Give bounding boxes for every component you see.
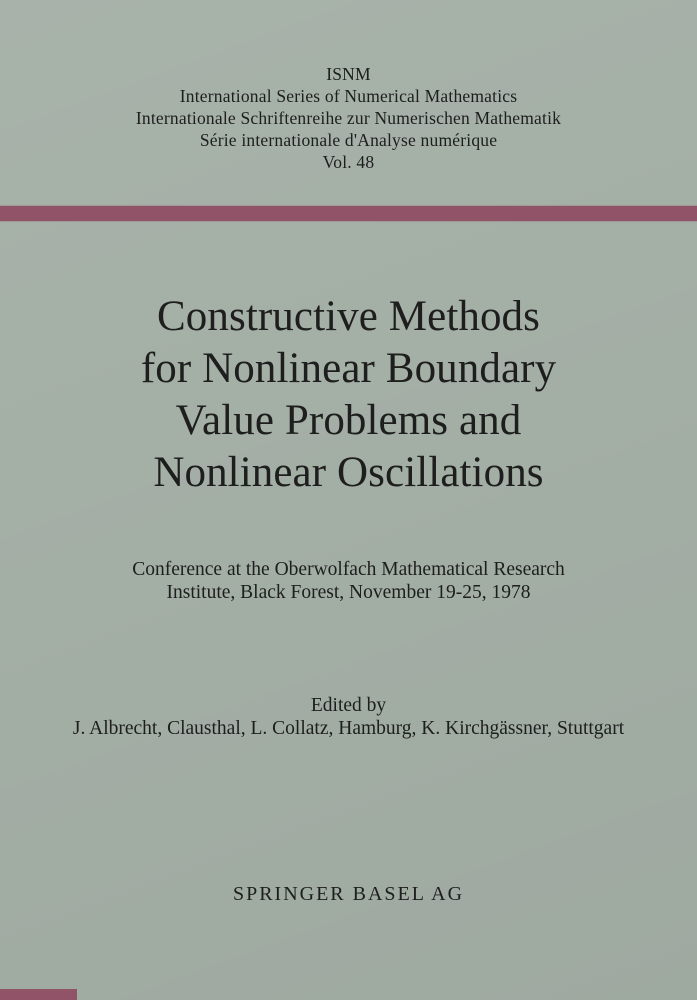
editors-block bbox=[0, 695, 697, 740]
editor-names: J. Albrecht, Clausthal, L. Collatz, Hamburg, K. Kirchgässner, Stuttgart bbox=[72, 717, 625, 739]
book-title-line: Nonlinear Oscillations bbox=[153, 449, 544, 496]
maroon-banner-stripe bbox=[0, 206, 697, 221]
publisher-name: SPRINGER BASEL AG bbox=[232, 883, 465, 905]
subtitle-line: Conference at the Oberwolfach Mathematical Research bbox=[132, 559, 565, 580]
series-name-english: International Series of Numerical Mathematics bbox=[179, 86, 518, 106]
book-title-line: for Nonlinear Boundary bbox=[140, 345, 557, 392]
series-volume: Vol. 48 bbox=[322, 152, 375, 172]
series-name-french: Série internationale d'Analyse numérique bbox=[199, 130, 498, 150]
book-title-line: Value Problems and bbox=[175, 397, 522, 444]
conference-subtitle bbox=[0, 559, 697, 604]
series-acronym: ISNM bbox=[326, 64, 371, 84]
edited-by-label: Edited by bbox=[310, 695, 387, 716]
series-block bbox=[0, 63, 697, 173]
book-title-line: Constructive Methods bbox=[157, 293, 540, 340]
series-name-german: Internationale Schriftenreihe zur Numerischen Mathematik bbox=[135, 108, 562, 128]
book-title bbox=[0, 291, 697, 499]
subtitle-line: Institute, Black Forest, November 19-25, 1978 bbox=[166, 581, 531, 603]
bottom-stripe-fragment bbox=[0, 989, 77, 1000]
